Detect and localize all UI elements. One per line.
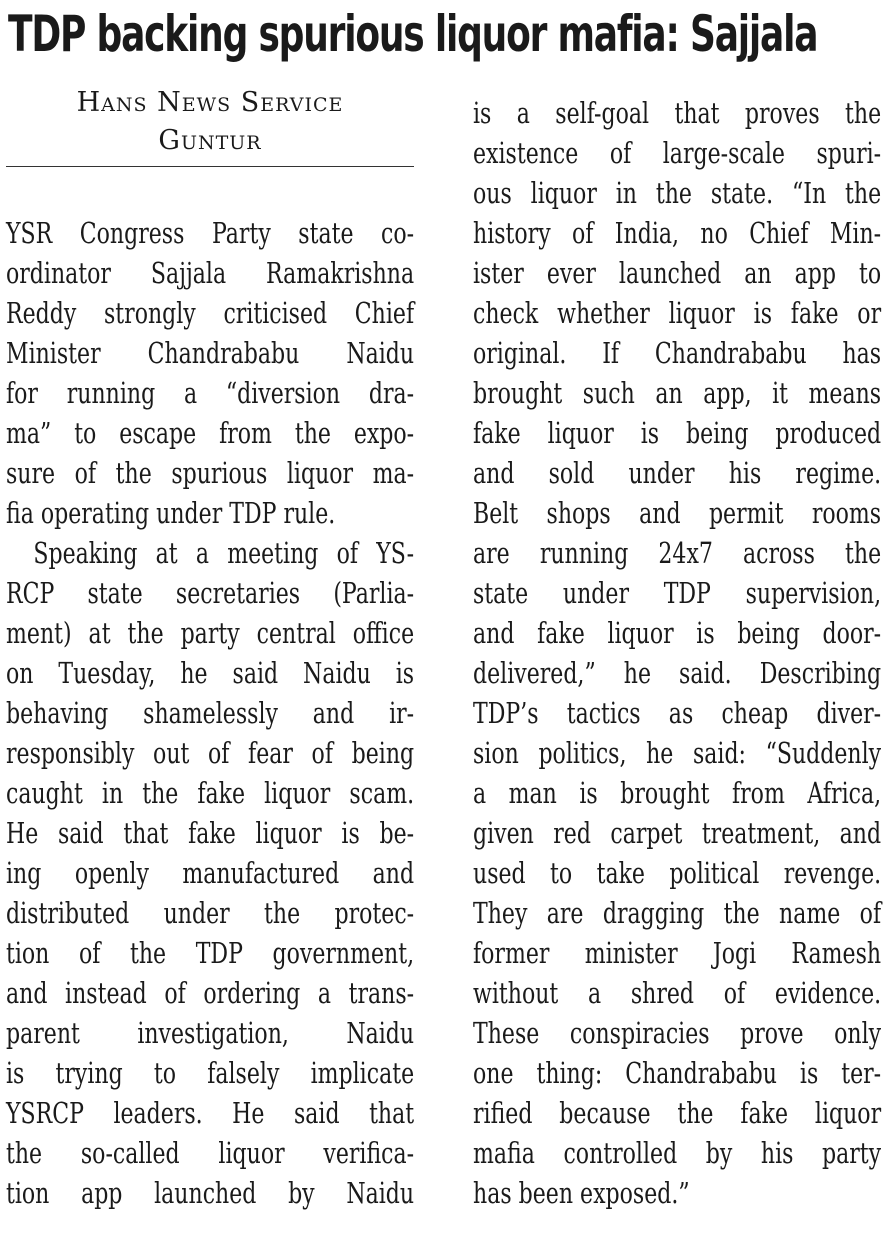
body-line: responsibly out of fear of being <box>6 736 415 770</box>
body-line: These conspiracies prove only <box>473 1016 882 1050</box>
body-line: and sold under his regime. <box>473 456 882 490</box>
body-line: ma” to escape from the expo- <box>6 416 415 450</box>
body-line: parent investigation, Naidu <box>6 1016 415 1050</box>
body-line: is a self-goal that proves the <box>473 96 882 130</box>
body-line: has been exposed.” <box>473 1176 690 1210</box>
body-line: given red carpet treatment, and <box>473 816 882 850</box>
body-line: ordinator Sajjala Ramakrishna <box>6 256 415 290</box>
body-line: brought such an app, it means <box>473 376 882 410</box>
body-line: ister ever launched an app to <box>473 256 882 290</box>
body-line: YSR Congress Party state co- <box>6 216 415 250</box>
body-line: the so-called liquor verifica- <box>6 1136 415 1170</box>
body-line: used to take political revenge. <box>473 856 882 890</box>
body-line: caught in the fake liquor scam. <box>6 776 415 810</box>
body-line: one thing: Chandrababu is ter- <box>473 1056 882 1090</box>
body-line: sure of the spurious liquor ma- <box>6 456 415 490</box>
body-line: state under TDP supervision, <box>473 576 882 610</box>
body-line: sion politics, he said: “Suddenly <box>473 736 882 770</box>
body-line: ment) at the party central office <box>6 616 415 650</box>
body-line: They are dragging the name of <box>473 896 882 930</box>
article-column-left <box>6 213 414 1213</box>
body-line: Minister Chandrababu Naidu <box>6 336 415 370</box>
news-service: Hans News Service <box>76 87 344 118</box>
body-line: existence of large-scale spuri- <box>473 136 882 170</box>
body-line: for running a “diversion dra- <box>6 376 415 410</box>
headline: TDP backing spurious liquor mafia: Sajjala <box>8 5 818 63</box>
body-line: behaving shamelessly and ir- <box>6 696 415 730</box>
body-line: without a shred of evidence. <box>473 976 882 1010</box>
body-line: ous liquor in the state. “In the <box>473 176 882 210</box>
body-line: a man is brought from Africa, <box>473 776 882 810</box>
article-column-right <box>473 93 881 1213</box>
body-line: fia operating under TDP rule. <box>6 496 336 530</box>
body-line: are running 24x7 across the <box>473 536 882 570</box>
body-line: original. If Chandrababu has <box>473 336 882 370</box>
body-line: distributed under the protec- <box>6 896 415 930</box>
body-line: Reddy strongly criticised Chief <box>6 296 415 330</box>
body-line: is trying to falsely implicate <box>6 1056 415 1090</box>
body-line: check whether liquor is fake or <box>473 296 882 330</box>
body-line: on Tuesday, he said Naidu is <box>6 656 415 690</box>
body-line: delivered,” he said. Describing <box>473 656 882 690</box>
dateline-location: Guntur <box>158 125 262 156</box>
byline-rule <box>6 166 414 167</box>
body-line: YSRCP leaders. He said that <box>6 1096 415 1130</box>
body-line: ing openly manufactured and <box>6 856 415 890</box>
body-line: RCP state secretaries (Parlia- <box>6 576 415 610</box>
body-line: and instead of ordering a trans- <box>6 976 415 1010</box>
body-line: tion app launched by Naidu <box>6 1176 415 1210</box>
body-line: history of India, no Chief Min- <box>473 216 882 250</box>
body-line: former minister Jogi Ramesh <box>473 936 882 970</box>
byline <box>6 84 414 160</box>
body-line: rified because the fake liquor <box>473 1096 882 1130</box>
body-line: Belt shops and permit rooms <box>473 496 882 530</box>
body-line: He said that fake liquor is be- <box>6 816 415 850</box>
body-line: tion of the TDP government, <box>6 936 415 970</box>
body-line: Speaking at a meeting of YS- <box>33 536 415 570</box>
body-line: and fake liquor is being door- <box>473 616 882 650</box>
body-line: TDP’s tactics as cheap diver- <box>473 696 882 730</box>
body-line: fake liquor is being produced <box>473 416 882 450</box>
body-line: mafia controlled by his party <box>473 1136 882 1170</box>
